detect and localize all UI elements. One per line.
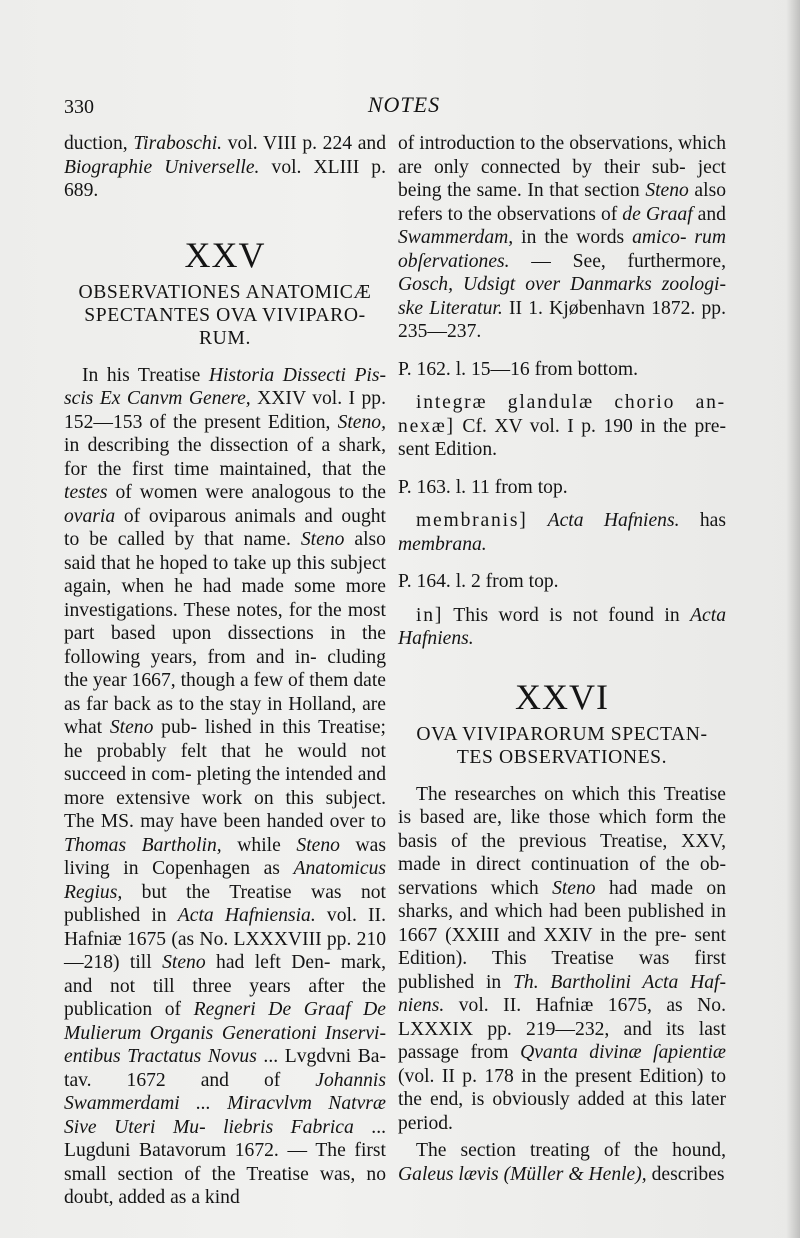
text-run: vol. VIII p. 224 and <box>222 133 386 154</box>
line-reference: P. 163. l. 11 from top. <box>398 476 568 498</box>
italic-run: Tiraboschi. <box>133 133 223 154</box>
text-run: of introduction to the observations, which are only connected by their sub- ject being the same. In that section <box>398 133 726 201</box>
italic-run: Steno <box>300 529 345 550</box>
italic-run: Acta Hafniens. <box>527 510 680 531</box>
section-title: OVA VIVIPARORUM SPECTAN- TES OBSERVATIONES. <box>416 723 708 768</box>
text-run: vol. XLIII p. 689. <box>64 156 386 201</box>
italic-run: Steno <box>109 717 154 738</box>
italic-run: amico- rum obſervationes. <box>398 227 726 272</box>
italic-run: Johannis Swammerdami ... Miracvlvm Natvræ Sive Uteri Mu- liebris Fabrica <box>64 1069 386 1138</box>
paragraph-continuation <box>398 132 726 344</box>
italic-run: Steno, <box>337 411 386 433</box>
italic-run: Galeus lævis (Müller & Henle), <box>398 1163 647 1185</box>
page-header <box>64 92 744 122</box>
section-number: XXV <box>184 234 266 275</box>
italic-run: Regneri De Graaf De Mulierum Organis Generationi Inservi- entibus Tractatus Novus <box>64 999 386 1067</box>
text-run: (vol. II p. 178 in the present Edition) to the end, is obviously added at this later period. <box>398 1065 726 1134</box>
page-edge-shadow <box>786 0 800 1238</box>
italic-run: membrana. <box>398 533 487 555</box>
italic-run: Swammerdam, <box>398 227 514 248</box>
text-run: The section treating of the hound, <box>416 1140 726 1161</box>
text-run: of oviparous animals and ought to be called by that name. <box>64 505 386 550</box>
text-run: pub- lished in this Treatise; he probably felt that he would not succeed in com- pleting the intended and more extensive work on this subject. The MS. may have been handed over to <box>64 717 386 832</box>
text-run: — See, furthermore, <box>509 250 726 272</box>
paragraph-continuation <box>64 132 386 203</box>
text-run: had made on sharks, and which had been published in 1667 (XXIII and XXIV in the pre- sent Edition). This Treatise was first published in <box>398 877 726 993</box>
text-run: duction, <box>64 133 134 154</box>
italic-run: Steno <box>645 180 689 201</box>
paragraph <box>398 1139 726 1186</box>
text-run: while <box>221 834 297 856</box>
text-run: This word is not found in <box>443 604 691 626</box>
line-reference: P. 162. l. 15—16 from bottom. <box>398 358 639 380</box>
text-run: has <box>679 510 726 531</box>
note <box>398 391 726 462</box>
text-run: describes <box>646 1163 725 1185</box>
italic-run: Anatomicus Regius, <box>64 858 386 903</box>
left-column <box>64 132 386 1210</box>
page-number: 330 <box>64 96 94 118</box>
italic-run: Acta Hafniensia. <box>177 905 316 926</box>
italic-run: ovaria <box>64 505 116 527</box>
italic-run: Biographie Universelle. <box>64 156 260 178</box>
text-run: vol. II. Hafniæ 1675 (as No. LXXXVIII pp. 210—218) till <box>64 905 386 973</box>
italic-run: Th. Bartholini Acta Haf- niens. <box>398 971 726 1016</box>
text-run: of women were analogous to the <box>107 482 386 503</box>
italic-run: de Graaf <box>622 203 693 225</box>
running-head: NOTES <box>367 92 441 117</box>
text-run: and <box>692 203 726 225</box>
text-run: but the Treatise was not published in <box>64 881 386 926</box>
text-run: had left Den- mark, and not till three years after the publication of <box>64 952 386 1020</box>
text-run: also said that he hoped to take up this subject again, when he had made some more investigations. These notes, for the most part based upon dissections in the following years, from and in- cluding the year 1667, though a few of them date as far back as to the stay in Holland, are what <box>64 529 386 738</box>
italic-run: Steno <box>162 952 206 973</box>
text-run: in describing the dissection of a shark, for the first time maintained, that the <box>64 435 386 480</box>
note <box>398 509 726 556</box>
text-run: was living in Copenhagen as <box>64 834 386 879</box>
section-number: XXVI <box>515 676 609 717</box>
note <box>398 604 726 651</box>
text-run: also refers to the observations of <box>398 180 726 225</box>
text-run: The researches on which this Treatise is based are, like those which form the basis of the previous Treatise, XXV, made in direct continuation of the ob- servations which <box>398 783 726 899</box>
italic-run: Gosch, Udsigt over Danmarks zoologi- ske Literatur. <box>398 274 726 319</box>
italic-run: Qvanta divinæ ſapientiæ <box>520 1042 726 1063</box>
paragraph <box>64 364 386 1210</box>
lemma: integræ glandulæ chorio an- nexæ] <box>398 392 726 437</box>
italic-run: Acta Hafniens. <box>398 604 726 649</box>
lemma: membranis] <box>416 510 528 531</box>
text-run: ... Lvgdvni Ba- tav. 1672 and of <box>64 1046 387 1091</box>
text-run: vol. II. Hafniæ 1675, as No. LXXXIX pp. 219—232, and its last passage from <box>398 995 726 1063</box>
italic-run: testes <box>64 482 108 503</box>
text-run: XXIV vol. I pp. 152—153 of the present Edition, <box>64 388 387 433</box>
paragraph <box>398 783 726 1136</box>
italic-run: Steno <box>296 834 340 856</box>
italic-run: Thomas Bartholin, <box>64 834 222 856</box>
lemma: in] <box>416 604 444 626</box>
text-run: II 1. Kjøbenhavn 1872. pp. 235—237. <box>398 297 726 342</box>
text-run: Cf. XV vol. I p. 190 in the pre- sent Edition. <box>398 415 726 460</box>
italic-run: Steno <box>552 877 596 899</box>
section-title: OBSERVATIONES ANATOMICÆ SPECTANTES OVA VIVIPARO- RUM. <box>78 281 372 349</box>
text-run: in the words <box>513 227 633 248</box>
right-column <box>398 132 726 1186</box>
text-run: ... Lugduni Batavorum 1672. — The first small section of the Treatise was, no doubt, added as a kind <box>64 1116 386 1208</box>
line-reference: P. 164. l. 2 from top. <box>398 571 559 592</box>
italic-run: Historia Dissecti Pis- scis Ex Canvm Genere, <box>64 364 386 409</box>
text-run: In his Treatise <box>82 364 209 386</box>
